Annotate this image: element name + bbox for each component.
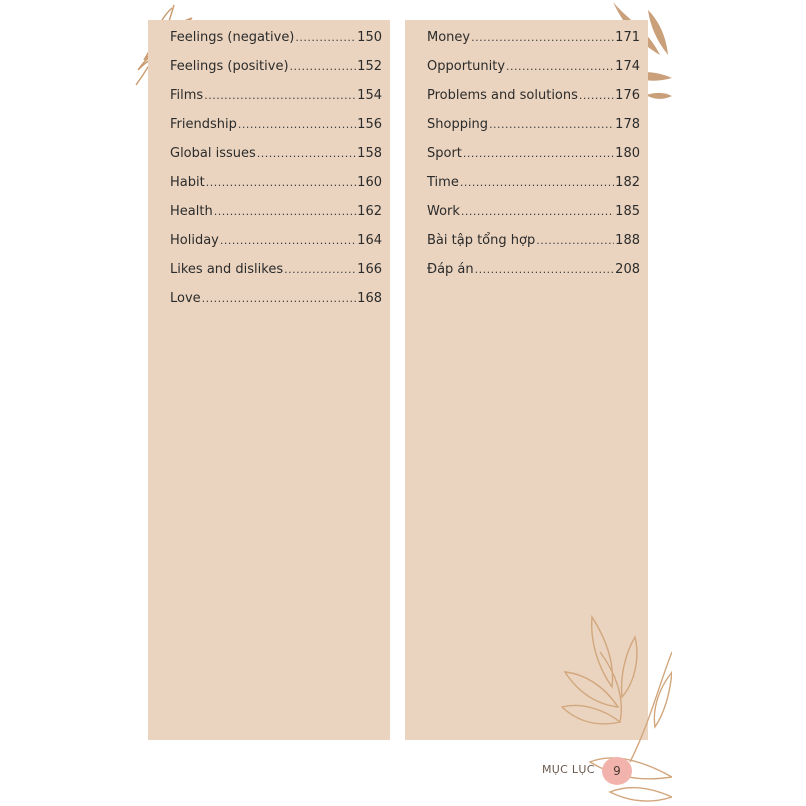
toc-entry-page: 174 <box>615 59 640 74</box>
toc-leader-dots <box>579 89 614 102</box>
toc-entry[interactable] <box>170 88 382 108</box>
footer-section-label: MỤC LỤC <box>542 763 595 776</box>
toc-entry[interactable] <box>170 291 382 311</box>
toc-entry[interactable] <box>427 233 640 253</box>
toc-entry-title: Likes and dislikes <box>170 262 284 277</box>
toc-entry-title: Sport <box>427 146 462 161</box>
toc-entry[interactable] <box>170 117 382 137</box>
toc-entry-page: 166 <box>357 262 382 277</box>
toc-entry-title: Bài tập tổng hợp <box>427 233 536 248</box>
toc-leader-dots <box>204 89 356 102</box>
toc-entry-title: Work <box>427 204 460 219</box>
toc-entry-title: Time <box>427 175 459 190</box>
toc-entry-page: 208 <box>615 262 640 277</box>
toc-entry[interactable] <box>427 175 640 195</box>
toc-leader-dots <box>460 176 614 189</box>
toc-entry-title: Shopping <box>427 117 489 132</box>
toc-entry[interactable] <box>427 30 640 50</box>
toc-entry[interactable] <box>427 262 640 282</box>
toc-entry[interactable] <box>427 59 640 79</box>
toc-leader-dots <box>489 118 614 131</box>
toc-entry-page: 162 <box>357 204 382 219</box>
toc-entry-title: Feelings (positive) <box>170 59 289 74</box>
toc-entry-page: 164 <box>357 233 382 248</box>
toc-entry-page: 158 <box>357 146 382 161</box>
toc-entry-page: 171 <box>615 30 640 45</box>
toc-entry-page: 150 <box>357 30 382 45</box>
toc-entry-title: Habit <box>170 175 205 190</box>
toc-entry-page: 160 <box>357 175 382 190</box>
toc-entry-title: Health <box>170 204 213 219</box>
toc-entry[interactable] <box>170 30 382 50</box>
toc-entry-page: 182 <box>615 175 640 190</box>
toc-leader-dots <box>295 31 356 44</box>
page-number: 9 <box>613 764 621 778</box>
toc-entry-title: Opportunity <box>427 59 506 74</box>
toc-entry-title: Problems and solutions <box>427 88 578 103</box>
toc-entry[interactable] <box>170 59 382 79</box>
toc-entry-page: 178 <box>615 117 640 132</box>
toc-leader-dots <box>220 234 356 247</box>
toc-leader-dots <box>471 31 614 44</box>
toc-entry-page: 154 <box>357 88 382 103</box>
toc-leader-dots <box>461 205 614 218</box>
toc-leader-dots <box>536 234 614 247</box>
toc-leader-dots <box>506 60 614 73</box>
toc-entry-title: Feelings (negative) <box>170 30 295 45</box>
toc-entry-page: 168 <box>357 291 382 306</box>
toc-entry[interactable] <box>427 146 640 166</box>
toc-entry-page: 176 <box>615 88 640 103</box>
toc-leader-dots <box>475 263 615 276</box>
toc-entry[interactable] <box>427 117 640 137</box>
toc-leader-dots <box>290 60 357 73</box>
toc-entry[interactable] <box>170 262 382 282</box>
toc-leader-dots <box>463 147 614 160</box>
toc-column-left <box>148 20 390 740</box>
page-number-badge <box>602 757 632 785</box>
toc-entry[interactable] <box>427 204 640 224</box>
toc-entry-title: Money <box>427 30 471 45</box>
toc-entry-page: 188 <box>615 233 640 248</box>
toc-entry-page: 156 <box>357 117 382 132</box>
toc-leader-dots <box>206 176 356 189</box>
toc-entry-title: Global issues <box>170 146 256 161</box>
toc-leader-dots <box>214 205 356 218</box>
toc-entry-title: Love <box>170 291 201 306</box>
toc-entry[interactable] <box>170 146 382 166</box>
toc-entry[interactable] <box>427 88 640 108</box>
toc-entry-page: 152 <box>357 59 382 74</box>
toc-entry[interactable] <box>170 175 382 195</box>
toc-entry-title: Friendship <box>170 117 237 132</box>
toc-entry-page: 180 <box>615 146 640 161</box>
toc-entry-title: Films <box>170 88 204 103</box>
toc-leader-dots <box>284 263 356 276</box>
toc-entry[interactable] <box>170 204 382 224</box>
toc-entry-page: 185 <box>615 204 640 219</box>
toc-leader-dots <box>257 147 356 160</box>
toc-entry[interactable] <box>170 233 382 253</box>
toc-leader-dots <box>238 118 356 131</box>
toc-leader-dots <box>202 292 357 305</box>
toc-entry-title: Holiday <box>170 233 219 248</box>
toc-entry-title: Đáp án <box>427 262 474 277</box>
